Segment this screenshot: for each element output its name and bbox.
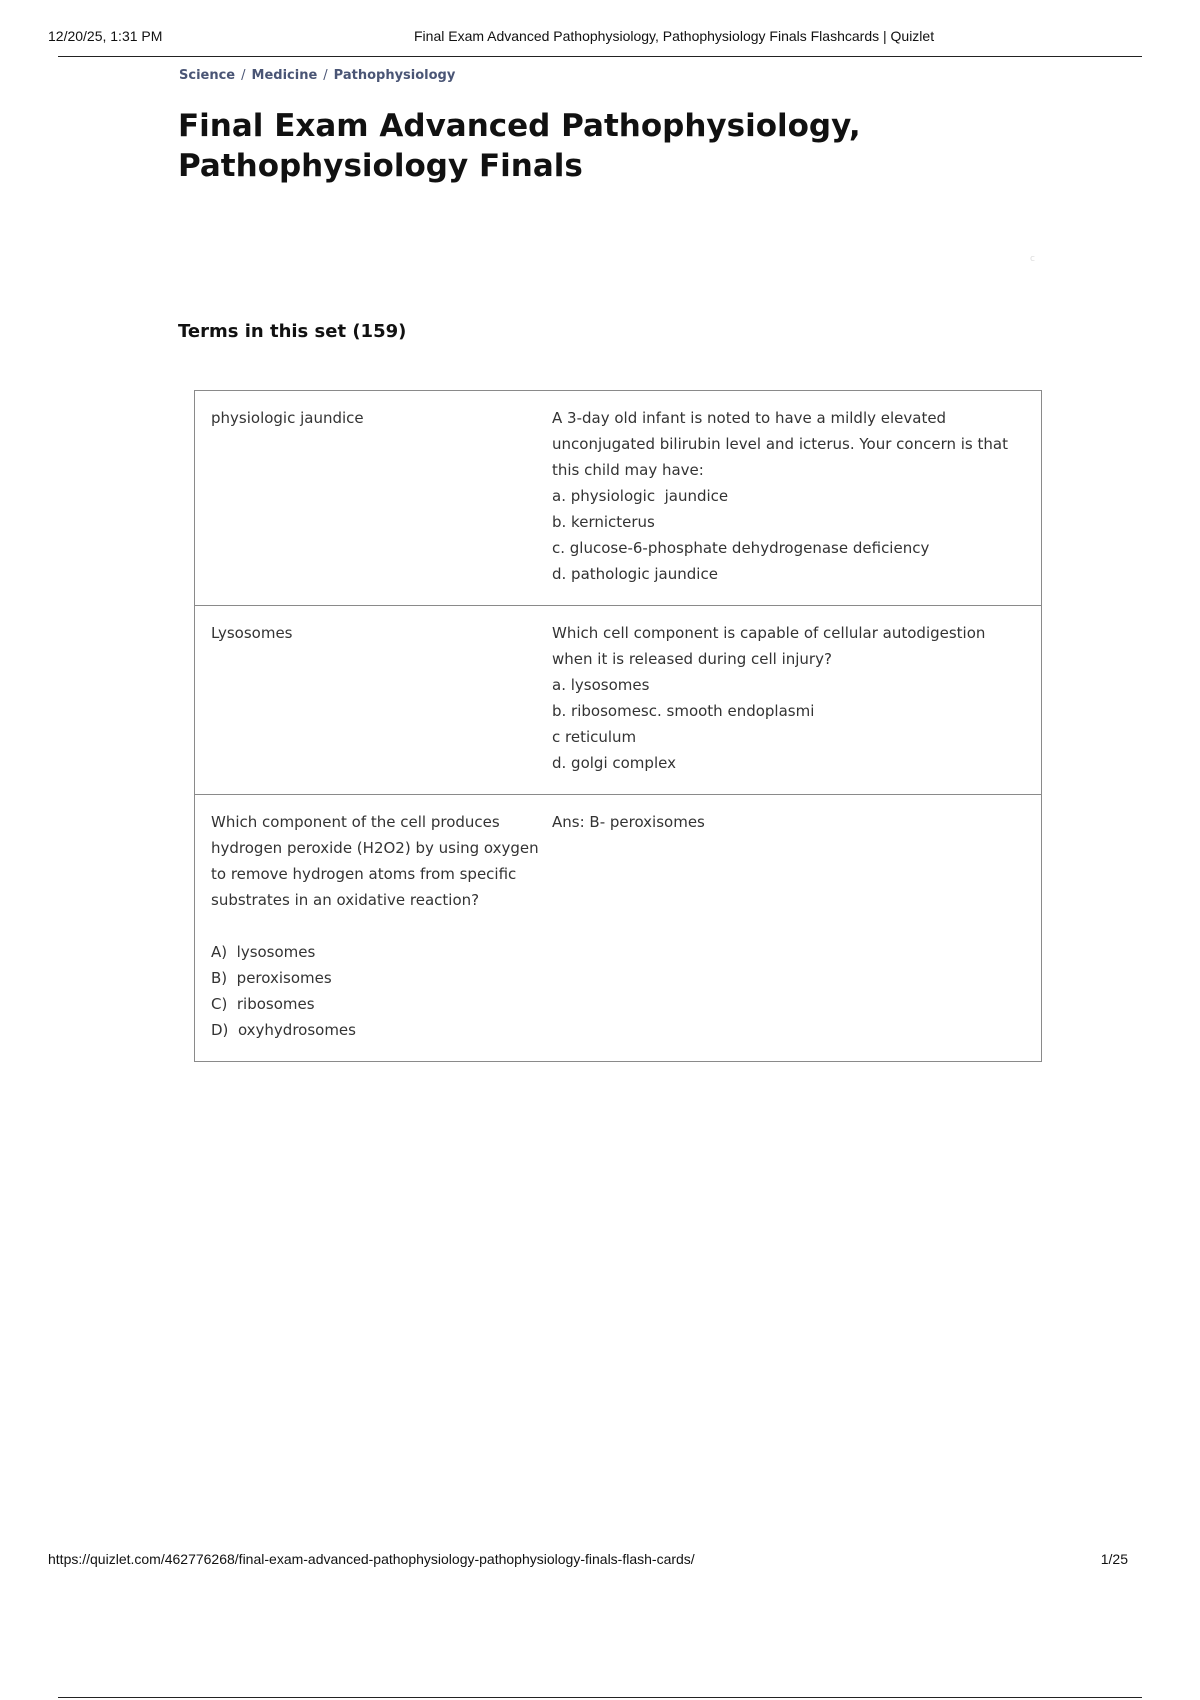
page-title: Final Exam Advanced Pathophysiology, Pathophysiology Finals xyxy=(178,108,861,184)
header-divider xyxy=(58,56,1142,57)
definition-cell xyxy=(552,391,1041,605)
term-line: Lysosomes xyxy=(211,624,293,642)
footer-divider xyxy=(58,1697,1142,1698)
definition-line: c. glucose-6-phosphate dehydrogenase deficiency xyxy=(552,539,930,557)
definition-line: a. lysosomes xyxy=(552,676,650,694)
definition-line: A 3-day old infant is noted to have a mildly elevated xyxy=(552,409,947,427)
terms-table xyxy=(194,390,1042,1062)
print-timestamp: 12/20/25, 1:31 PM xyxy=(48,28,163,44)
term-row xyxy=(195,794,1041,1061)
breadcrumb-science[interactable]: Science xyxy=(179,68,236,83)
definition-line: unconjugated bilirubin level and icterus. Your concern is that xyxy=(552,435,1008,453)
breadcrumb xyxy=(179,68,455,83)
term-line: Which component of the cell produces xyxy=(211,813,500,831)
breadcrumb-separator: / xyxy=(323,68,328,83)
definition-line: this child may have: xyxy=(552,461,704,479)
term-line: A) lysosomes xyxy=(211,943,316,961)
page-url: https://quizlet.com/462776268/final-exam-advanced-pathophysiology-pathophysiology-finals-flash-cards/ xyxy=(48,1551,695,1567)
definition-line: c reticulum xyxy=(552,728,637,746)
definition-cell xyxy=(552,795,1041,1061)
breadcrumb-medicine[interactable]: Medicine xyxy=(251,68,318,83)
term-line: B) peroxisomes xyxy=(211,969,332,987)
definition-line: Which cell component is capable of cellular autodigestion xyxy=(552,624,986,642)
print-document-title: Final Exam Advanced Pathophysiology, Pathophysiology Finals Flashcards | Quizlet xyxy=(414,28,935,44)
term-cell xyxy=(195,391,552,605)
term-row xyxy=(195,605,1041,794)
term-line: substrates in an oxidative reaction? xyxy=(211,891,480,909)
definition-line: a. physiologic jaundice xyxy=(552,487,729,505)
definition-line: when it is released during cell injury? xyxy=(552,650,832,668)
definition-line: b. ribosomesc. smooth endoplasmi xyxy=(552,702,815,720)
term-row xyxy=(195,391,1041,605)
term-cell xyxy=(195,795,552,1061)
term-line: physiologic jaundice xyxy=(211,409,364,427)
term-line: C) ribosomes xyxy=(211,995,315,1013)
terms-heading: Terms in this set (159) xyxy=(178,321,407,342)
blank-line xyxy=(211,913,542,939)
breadcrumb-pathophysiology[interactable]: Pathophysiology xyxy=(333,68,456,83)
definition-line: b. kernicterus xyxy=(552,513,655,531)
definition-line: d. pathologic jaundice xyxy=(552,565,718,583)
definition-line: d. golgi complex xyxy=(552,754,676,772)
page-number: 1/25 xyxy=(1100,1551,1128,1567)
term-line: hydrogen peroxide (H2O2) by using oxygen xyxy=(211,839,539,857)
term-line: to remove hydrogen atoms from specific xyxy=(211,865,517,883)
term-line: D) oxyhydrosomes xyxy=(211,1021,356,1039)
faint-mark: c xyxy=(1030,254,1035,264)
definition-cell xyxy=(552,606,1041,794)
term-cell xyxy=(195,606,552,794)
definition-line: Ans: B- peroxisomes xyxy=(552,813,705,831)
breadcrumb-separator: / xyxy=(241,68,246,83)
